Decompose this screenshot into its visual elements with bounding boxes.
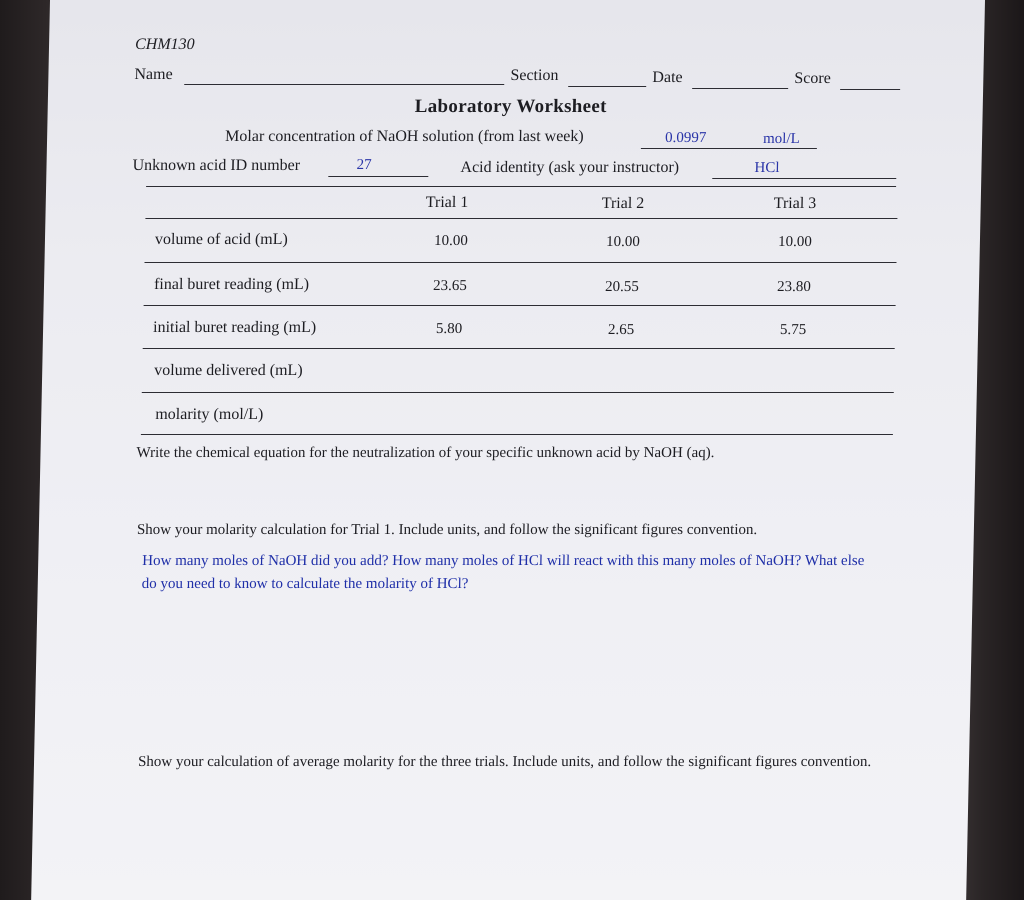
section-label: Section xyxy=(510,67,559,84)
unknown-id-label: Unknown acid ID number xyxy=(132,157,301,174)
cell-volume-acid-trial-3: 10.00 xyxy=(777,234,812,250)
cell-volume-acid-trial-2: 10.00 xyxy=(605,234,640,250)
row-label-initial-buret: initial buret reading (mL) xyxy=(152,319,317,336)
acid-identity-line xyxy=(712,178,896,179)
worksheet-page xyxy=(31,0,985,900)
cell-final-buret-trial-1: 23.65 xyxy=(432,278,468,294)
average-molarity-prompt: Show your calculation of average molarity for the three trials. Include units, and follow the significant figures convention. xyxy=(137,754,872,770)
naoh-unit: mol/L xyxy=(762,131,800,147)
cell-initial-buret-trial-1: 5.80 xyxy=(435,321,463,337)
cell-volume-acid-trial-1: 10.00 xyxy=(433,233,468,249)
row-label-final-buret: final buret reading (mL) xyxy=(153,276,310,293)
row-label-molarity: molarity (mol/L) xyxy=(155,406,264,423)
cell-initial-buret-trial-3: 5.75 xyxy=(779,322,807,338)
trial-2-header: Trial 2 xyxy=(601,195,645,212)
table-top-line xyxy=(146,186,896,187)
row-divider xyxy=(142,392,894,393)
acid-identity-label: Acid identity (ask your instructor) xyxy=(460,159,680,176)
name-line[interactable] xyxy=(184,84,504,85)
acid-identity-value: HCl xyxy=(754,160,780,176)
naoh-concentration-value: 0.0997 xyxy=(664,130,707,146)
calculation-hint: How many moles of NaOH did you add? How many moles of HCl will react with this many moles of NaOH? What else do you need to know to calculate the molarity of HCl? xyxy=(141,553,865,592)
unknown-id-value: 27 xyxy=(356,157,372,173)
row-label-volume-delivered: volume delivered (mL) xyxy=(154,362,303,379)
row-divider xyxy=(144,262,896,263)
cell-final-buret-trial-3: 23.80 xyxy=(776,279,812,295)
naoh-concentration-label: Molar concentration of NaOH solution (from last week) xyxy=(224,128,584,145)
table-header-line xyxy=(145,218,897,219)
section-line[interactable] xyxy=(568,86,646,87)
date-label: Date xyxy=(652,69,683,86)
trial-1-header: Trial 1 xyxy=(425,194,469,211)
unknown-id-line xyxy=(328,176,428,177)
trial-1-calculation-prompt: Show your molarity calculation for Trial 1. Include units, and follow the significant figures convention. xyxy=(136,522,758,538)
equation-prompt: Write the chemical equation for the neutralization of your specific unknown acid by NaOH (aq). xyxy=(136,445,715,461)
naoh-concentration-line xyxy=(641,148,817,149)
page-title: Laboratory Worksheet xyxy=(414,96,607,117)
course-code: CHM130 xyxy=(134,36,195,53)
cell-final-buret-trial-2: 20.55 xyxy=(604,279,640,295)
score-line[interactable] xyxy=(840,89,900,90)
row-label-volume-acid: volume of acid (mL) xyxy=(154,231,289,248)
cell-initial-buret-trial-2: 2.65 xyxy=(607,322,635,338)
score-label: Score xyxy=(794,70,831,87)
row-divider xyxy=(143,348,895,349)
table-bottom-line xyxy=(141,434,893,435)
trial-3-header: Trial 3 xyxy=(773,195,817,212)
row-divider xyxy=(144,305,896,306)
name-label: Name xyxy=(134,66,173,83)
date-line[interactable] xyxy=(692,88,788,89)
